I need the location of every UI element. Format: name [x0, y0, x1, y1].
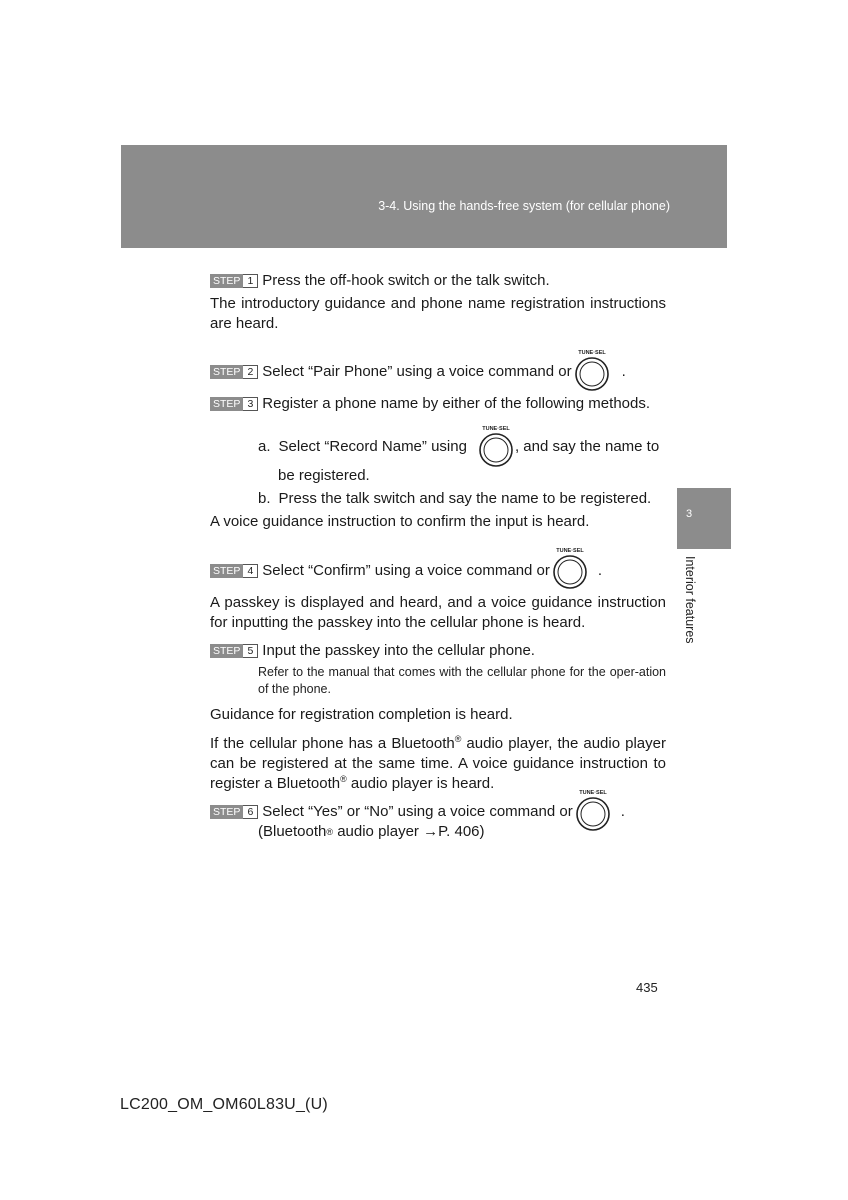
bt-text-1: If the cellular phone has a Bluetooth — [210, 735, 455, 752]
step-3 — [210, 394, 650, 414]
step-tag: STEP — [210, 805, 243, 819]
chapter-label: Interior features — [683, 556, 697, 644]
step-text: Select “Yes” or “No” using a voice command or — [262, 803, 573, 820]
step-1 — [210, 271, 550, 291]
chapter-number: 3 — [686, 508, 693, 520]
header-band — [121, 145, 727, 248]
ref-text-1: (Bluetooth — [258, 823, 327, 840]
method-a-prefix: a. — [258, 438, 271, 455]
step-tag: STEP — [210, 644, 243, 658]
bt-text-2: audio player, the audio player can be registered at the same time. A voice guidance instruction to register a Bluetooth — [210, 735, 666, 792]
step-text: Input the passkey into the cellular phone. — [262, 642, 535, 659]
document-code: LC200_OM_OM60L83U_(U) — [120, 1096, 328, 1113]
step-badge — [210, 564, 258, 578]
dial-label: TUNE·SEL — [482, 426, 510, 432]
page-number: 435 — [636, 980, 658, 995]
chapter-tab[interactable] — [677, 488, 731, 549]
registered-mark: ® — [340, 774, 347, 784]
step-2 — [210, 362, 626, 382]
tune-sel-dial-icon — [476, 424, 516, 470]
step-tag: STEP — [210, 564, 243, 578]
tune-sel-dial-icon — [550, 546, 590, 592]
intro-paragraph: The introductory guidance and phone name registration instructions are heard. — [210, 295, 666, 332]
step-number: 4 — [243, 564, 258, 578]
step-badge — [210, 397, 258, 411]
method-a-continuation: be registered. — [278, 467, 370, 484]
dial-label: TUNE·SEL — [556, 548, 584, 554]
step-6 — [210, 802, 625, 822]
method-b-prefix: b. — [258, 490, 271, 507]
bluetooth-paragraph — [210, 734, 666, 794]
section-title: 3-4. Using the hands-free system (for cellular phone) — [378, 199, 670, 213]
method-b — [258, 489, 651, 509]
step-4 — [210, 561, 602, 581]
method-a — [258, 437, 659, 457]
tune-sel-dial-icon — [572, 348, 612, 394]
step-trail: . — [597, 562, 603, 579]
tune-sel-dial-icon — [573, 788, 613, 834]
bt-text-3: audio player is heard. — [346, 775, 495, 792]
passkey-heard-paragraph: A passkey is displayed and heard, and a voice guidance instruction for inputting the passkey into the cellular phone is heard. — [210, 594, 666, 631]
ref-text-2: audio player — [333, 823, 424, 840]
step-badge — [210, 805, 258, 819]
step-badge — [210, 644, 258, 658]
step-trail: . — [621, 363, 626, 380]
step-tag: STEP — [210, 274, 243, 288]
step-number: 5 — [243, 644, 258, 658]
step-6-reference: (Bluetooth ® audio player → P. 406) — [258, 823, 485, 840]
step-number: 1 — [243, 274, 258, 288]
registered-mark: ® — [454, 734, 462, 744]
step-5 — [210, 641, 535, 661]
step-text: Press the off-hook switch or the talk switch. — [262, 272, 550, 289]
step-tag: STEP — [210, 365, 243, 379]
step-5-note: Refer to the manual that comes with the cellular phone for the oper-ation of the phone. — [258, 665, 666, 696]
dial-label: TUNE·SEL — [579, 790, 607, 796]
dial-label: TUNE·SEL — [578, 350, 606, 356]
arrow-right-icon: → — [423, 823, 439, 840]
step-badge — [210, 365, 258, 379]
method-b-text: Press the talk switch and say the name to be registered. — [278, 490, 652, 507]
step-text: Register a phone name by either of the following methods. — [262, 395, 651, 412]
step-text: Select “Pair Phone” using a voice command or — [262, 363, 572, 380]
method-a-text-before: Select “Record Name” using — [278, 438, 467, 455]
step-number: 2 — [243, 365, 258, 379]
method-a-text-after: , and say the name to — [514, 438, 660, 455]
completion-paragraph: Guidance for registration completion is heard. — [210, 706, 513, 723]
step-text: Select “Confirm” using a voice command or — [262, 562, 550, 579]
page-reference-link[interactable]: P. 406) — [438, 823, 485, 840]
confirm-heard-paragraph: A voice guidance instruction to confirm the input is heard. — [210, 513, 590, 530]
step-trail: . — [620, 803, 625, 820]
step-number: 6 — [243, 805, 258, 819]
step-badge — [210, 274, 258, 288]
step-tag: STEP — [210, 397, 243, 411]
step-number: 3 — [243, 397, 258, 411]
